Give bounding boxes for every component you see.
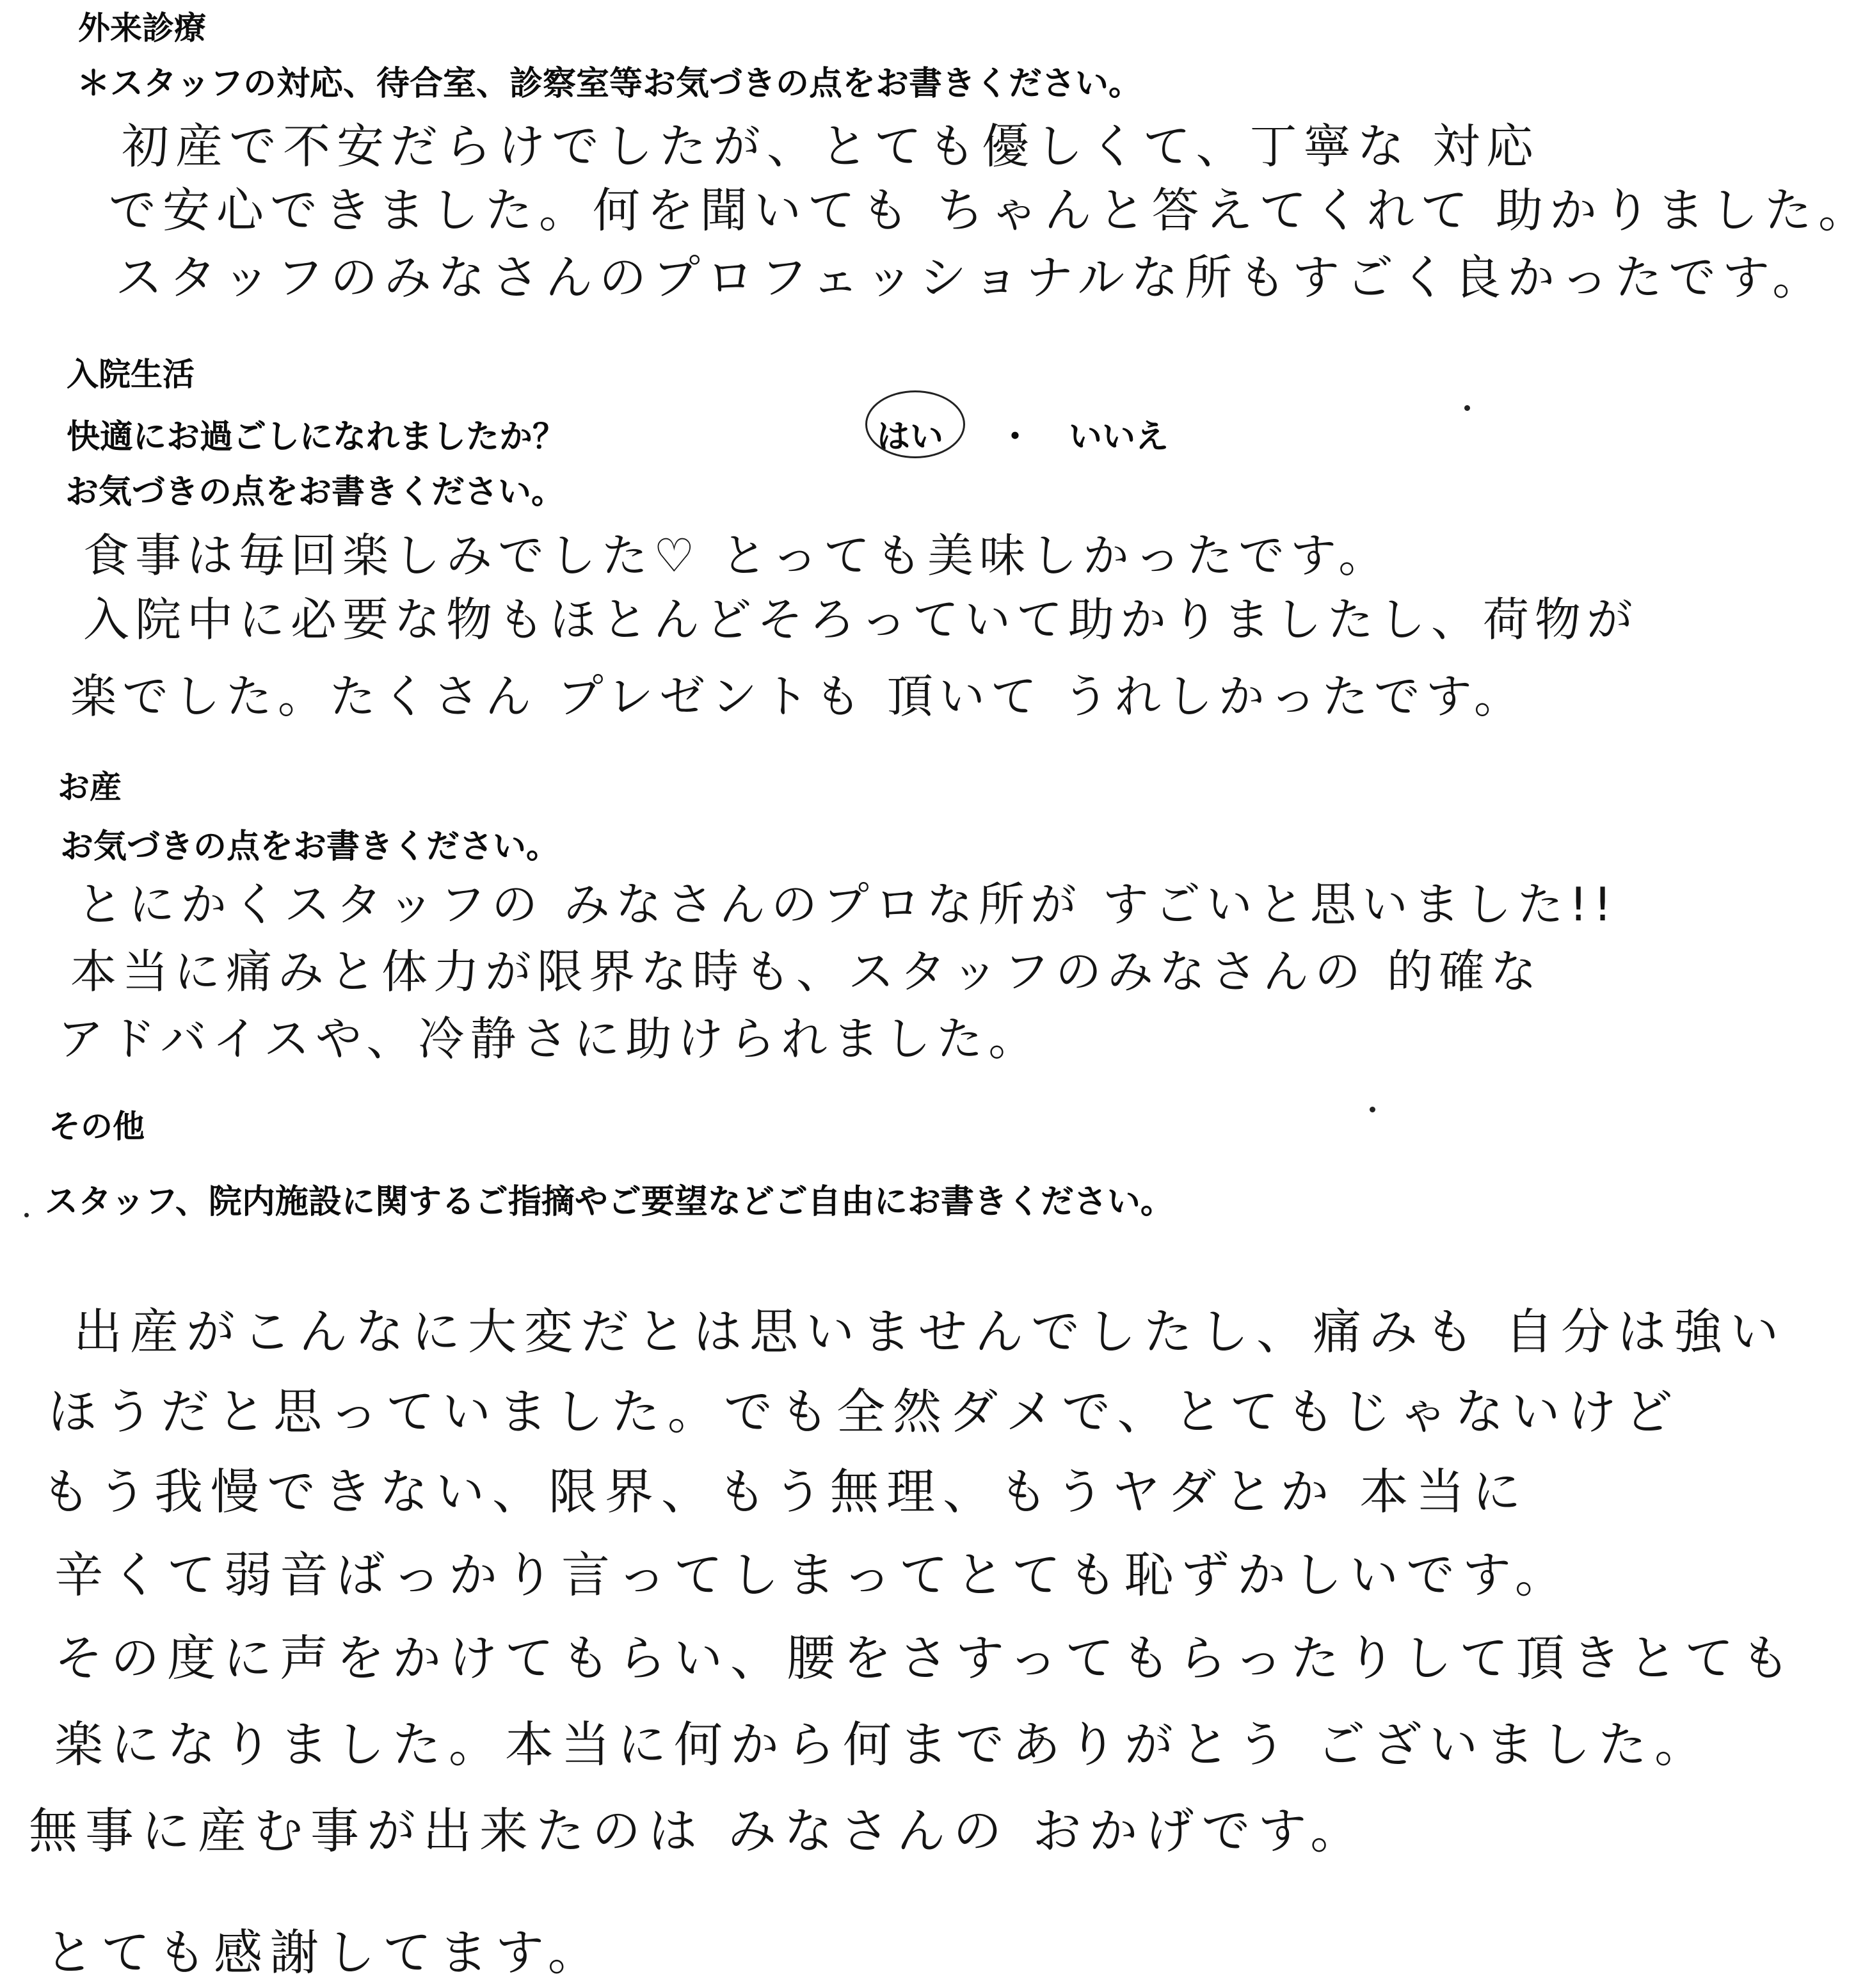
other-answer-line-4: 辛くて弱音ばっかり言ってしまってとても恥ずかしいです。	[54, 1546, 1571, 1603]
inpatient-answer-line-2: 入院中に必要な物もほとんどそろっていて助かりましたし、荷物が	[83, 593, 1639, 646]
delivery-answer-line-3: アドバイスや、冷静さに助けられました。	[58, 1012, 1041, 1066]
outpatient-section-title: 外来診療	[78, 10, 206, 47]
inpatient-section-title: 入院生活	[67, 356, 195, 393]
outpatient-prompt: ＊スタッフの対応、待合室、診察室等お気づきの点をお書きください。	[77, 65, 1142, 103]
delivery-answer-line-2: 本当に痛みと体力が限界な時も、スタッフのみなさんの 的確な	[70, 945, 1542, 998]
inpatient-question: 快適にお過ごしになれましたか？	[67, 418, 566, 456]
inpatient-answer-line-3: 楽でした。たくさん プレゼントも 頂いて うれしかったです。	[70, 669, 1526, 723]
other-answer-line-5: その度に声をかけてもらい、腰をさすってもらったりして頂きとても	[54, 1630, 1798, 1687]
inpatient-option-separator: ・	[998, 418, 1032, 456]
delivery-answer-line-1: とにかくスタッフの みなさんのプロな所が すごいと思いました!!	[77, 878, 1618, 931]
inpatient-option-no: いいえ	[1069, 418, 1169, 456]
other-answer-line-3: もう我慢できない、限界、もう無理、もうヤダとか 本当に	[42, 1463, 1529, 1520]
delivery-section-title: お産	[58, 769, 122, 806]
inpatient-answer-line-1: 食事は毎回楽しみでした♡ とっても美味しかったです。	[83, 529, 1391, 582]
other-prompt: スタッフ、院内施設に関するご指摘やご要望などご自由にお書きください。	[45, 1183, 1174, 1221]
scan-speck	[1370, 1107, 1375, 1112]
other-answer-line-7: 無事に産む事が出来たのは みなさんの おかげです。	[29, 1802, 1367, 1859]
other-answer-line-2: ほうだと思っていました。でも全然ダメで、とてもじゃないけど	[48, 1383, 1681, 1440]
delivery-prompt: お気づきの点をお書きください。	[60, 828, 560, 866]
other-section-title: その他	[49, 1108, 145, 1145]
outpatient-answer-line-3: スタッフのみなさんのプロフェッショナルな所もすごく良かったです。	[115, 250, 1827, 305]
outpatient-answer-line-1: 初産で不安だらけでしたが、とても優しくて、丁寧な 対応	[122, 119, 1540, 174]
other-answer-line-1: 出産がこんなに大変だとは思いませんでしたし、痛みも 自分は強い	[74, 1303, 1787, 1360]
inpatient-option-yes: はい	[877, 418, 944, 456]
inpatient-prompt: お気づきの点をお書きください。	[65, 473, 565, 511]
scan-speck	[24, 1213, 29, 1217]
answer-circle-mark	[865, 390, 965, 458]
other-answer-line-8: とても感謝してます。	[45, 1924, 604, 1981]
other-answer-line-6: 楽になりました。本当に何から何までありがとう ございました。	[54, 1716, 1711, 1773]
scan-speck	[1464, 405, 1470, 411]
outpatient-answer-line-2: で安心できました。何を聞いても ちゃんと答えてくれて 助かりました。	[109, 183, 1872, 238]
